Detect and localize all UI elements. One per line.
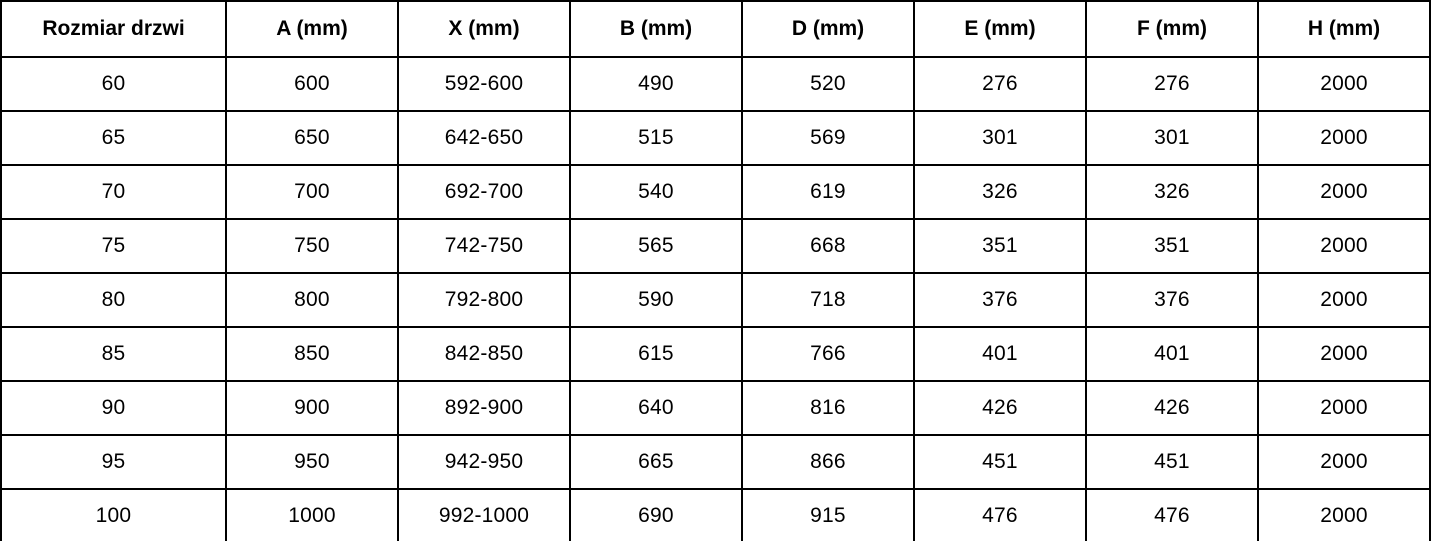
column-header: Rozmiar drzwi xyxy=(1,1,226,57)
table-head xyxy=(1,1,1430,57)
table-cell: 942-950 xyxy=(398,435,570,489)
table-row xyxy=(1,381,1430,435)
table-cell: 376 xyxy=(914,273,1086,327)
table-cell: 615 xyxy=(570,327,742,381)
table-cell: 476 xyxy=(1086,489,1258,541)
table-cell: 540 xyxy=(570,165,742,219)
table-cell: 326 xyxy=(1086,165,1258,219)
table-cell: 742-750 xyxy=(398,219,570,273)
table-cell: 668 xyxy=(742,219,914,273)
table-cell: 451 xyxy=(1086,435,1258,489)
table-row xyxy=(1,165,1430,219)
table-cell: 326 xyxy=(914,165,1086,219)
table-cell: 2000 xyxy=(1258,165,1430,219)
table-cell: 640 xyxy=(570,381,742,435)
table-cell: 85 xyxy=(1,327,226,381)
table-cell: 451 xyxy=(914,435,1086,489)
table-row xyxy=(1,327,1430,381)
table-cell: 2000 xyxy=(1258,327,1430,381)
table-cell: 866 xyxy=(742,435,914,489)
table-cell: 800 xyxy=(226,273,398,327)
table-cell: 950 xyxy=(226,435,398,489)
table-cell: 490 xyxy=(570,57,742,111)
table-cell: 619 xyxy=(742,165,914,219)
table-cell: 600 xyxy=(226,57,398,111)
column-header: D (mm) xyxy=(742,1,914,57)
table-cell: 766 xyxy=(742,327,914,381)
table-cell: 2000 xyxy=(1258,219,1430,273)
table-cell: 565 xyxy=(570,219,742,273)
table-cell: 690 xyxy=(570,489,742,541)
table-cell: 642-650 xyxy=(398,111,570,165)
header-row xyxy=(1,1,1430,57)
table-cell: 401 xyxy=(1086,327,1258,381)
table-cell: 426 xyxy=(1086,381,1258,435)
table-cell: 520 xyxy=(742,57,914,111)
table-cell: 2000 xyxy=(1258,111,1430,165)
table-cell: 90 xyxy=(1,381,226,435)
table-cell: 842-850 xyxy=(398,327,570,381)
table-cell: 915 xyxy=(742,489,914,541)
column-header: F (mm) xyxy=(1086,1,1258,57)
table-cell: 2000 xyxy=(1258,381,1430,435)
table-cell: 590 xyxy=(570,273,742,327)
table-row xyxy=(1,57,1430,111)
table-cell: 276 xyxy=(914,57,1086,111)
table-cell: 65 xyxy=(1,111,226,165)
column-header: A (mm) xyxy=(226,1,398,57)
table-cell: 276 xyxy=(1086,57,1258,111)
table-cell: 2000 xyxy=(1258,273,1430,327)
table-row xyxy=(1,489,1430,541)
table-cell: 816 xyxy=(742,381,914,435)
table-cell: 992-1000 xyxy=(398,489,570,541)
table-cell: 95 xyxy=(1,435,226,489)
table-cell: 376 xyxy=(1086,273,1258,327)
table-cell: 301 xyxy=(1086,111,1258,165)
table-cell: 2000 xyxy=(1258,435,1430,489)
table-cell: 2000 xyxy=(1258,489,1430,541)
table-cell: 665 xyxy=(570,435,742,489)
table-cell: 351 xyxy=(914,219,1086,273)
table-cell: 1000 xyxy=(226,489,398,541)
table-cell: 592-600 xyxy=(398,57,570,111)
table-cell: 476 xyxy=(914,489,1086,541)
column-header: X (mm) xyxy=(398,1,570,57)
table-cell: 75 xyxy=(1,219,226,273)
table-row xyxy=(1,219,1430,273)
table-cell: 900 xyxy=(226,381,398,435)
table-cell: 850 xyxy=(226,327,398,381)
table-cell: 426 xyxy=(914,381,1086,435)
table-cell: 569 xyxy=(742,111,914,165)
table-cell: 301 xyxy=(914,111,1086,165)
table-cell: 718 xyxy=(742,273,914,327)
table-cell: 750 xyxy=(226,219,398,273)
table-cell: 692-700 xyxy=(398,165,570,219)
table-cell: 515 xyxy=(570,111,742,165)
column-header: E (mm) xyxy=(914,1,1086,57)
column-header: B (mm) xyxy=(570,1,742,57)
table-cell: 2000 xyxy=(1258,57,1430,111)
table-cell: 351 xyxy=(1086,219,1258,273)
table-cell: 650 xyxy=(226,111,398,165)
table-cell: 401 xyxy=(914,327,1086,381)
table-cell: 700 xyxy=(226,165,398,219)
table-cell: 892-900 xyxy=(398,381,570,435)
table-cell: 792-800 xyxy=(398,273,570,327)
column-header: H (mm) xyxy=(1258,1,1430,57)
table-cell: 60 xyxy=(1,57,226,111)
table-row xyxy=(1,435,1430,489)
table-body xyxy=(1,57,1430,541)
table-cell: 100 xyxy=(1,489,226,541)
table-row xyxy=(1,273,1430,327)
table-row xyxy=(1,111,1430,165)
table-cell: 70 xyxy=(1,165,226,219)
table-cell: 80 xyxy=(1,273,226,327)
